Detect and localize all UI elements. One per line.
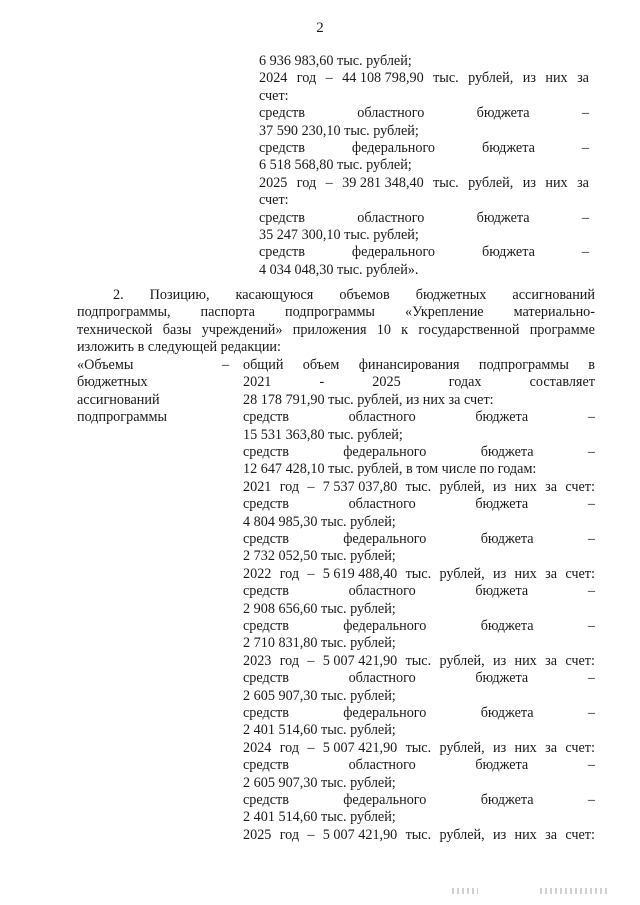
federal-budget-line xyxy=(243,618,595,635)
word: 5 007 421,90 xyxy=(322,826,398,843)
word: них xyxy=(514,739,537,756)
word: федерального xyxy=(343,444,427,460)
word: – xyxy=(587,670,595,687)
word: - xyxy=(319,374,325,391)
word: тыс. xyxy=(405,826,432,843)
word: тыс. xyxy=(433,174,459,191)
word: средств xyxy=(243,618,289,634)
word: 5 007 421,90 xyxy=(322,739,398,756)
word: них xyxy=(514,478,537,495)
total-line xyxy=(243,374,595,391)
word: Позицию, xyxy=(149,287,210,303)
regional-budget-line xyxy=(259,210,589,227)
word: них xyxy=(514,565,537,582)
year-line xyxy=(259,175,589,192)
word: средств xyxy=(259,209,305,226)
amount-line: 2 732 052,50 тыс. рублей; xyxy=(243,548,396,565)
scan-artifact xyxy=(540,888,610,894)
word: 2022 xyxy=(243,565,272,582)
word: – xyxy=(307,826,315,843)
word: составляет xyxy=(529,374,595,391)
paragraph-line: изложить в следующей редакции: xyxy=(77,339,281,356)
word: финансирования xyxy=(358,357,460,373)
word: за xyxy=(577,70,589,87)
word: базы xyxy=(162,321,192,338)
word: них xyxy=(514,826,537,843)
amount-line: 2 401 514,60 тыс. рублей; xyxy=(243,722,396,739)
word: 2021 xyxy=(243,478,272,495)
text-line: 6 936 983,60 тыс. рублей; xyxy=(259,53,412,69)
amount-line: 15 531 363,80 тыс. рублей; xyxy=(243,426,403,443)
word: – xyxy=(587,792,595,808)
regional-budget-line xyxy=(243,409,595,426)
word: счет: xyxy=(565,565,595,582)
regional-budget-line xyxy=(243,757,595,774)
word: годах xyxy=(448,374,482,391)
word: объемов xyxy=(339,287,390,303)
word: федерального xyxy=(343,531,427,547)
word: 5 619 488,40 xyxy=(322,565,398,582)
word: из xyxy=(522,174,536,191)
word: – xyxy=(587,409,595,426)
word: бюджета xyxy=(475,496,529,513)
word: ассигнований xyxy=(512,287,595,303)
word: средств xyxy=(243,792,289,808)
amount-line: 2 605 907,30 тыс. рублей; xyxy=(243,687,396,704)
word: 2025 xyxy=(243,826,272,843)
word: тыс. xyxy=(405,478,432,495)
word: бюджета xyxy=(476,105,530,122)
word: бюджета xyxy=(476,209,530,226)
word: – xyxy=(581,244,589,261)
word: областного xyxy=(357,209,425,226)
word: паспорта xyxy=(200,304,255,321)
word: 2025 xyxy=(259,174,288,191)
word: касающуюся xyxy=(235,287,314,303)
word: областного xyxy=(348,496,416,513)
word: программе xyxy=(529,321,595,338)
year-line xyxy=(259,70,589,87)
word: подпрограммы xyxy=(284,304,375,321)
passport-dash: – xyxy=(222,357,230,373)
word: средств xyxy=(243,670,289,687)
word: федерального xyxy=(351,244,436,261)
word: – xyxy=(587,531,595,547)
federal-budget-line xyxy=(243,792,595,809)
word: 44 108 798,90 xyxy=(342,70,424,87)
word: рублей, xyxy=(439,739,485,756)
word: 7 537 037,80 xyxy=(322,478,398,495)
word: учреждений» xyxy=(201,321,283,338)
word: средств xyxy=(259,105,305,122)
amount-line: 35 247 300,10 тыс. рублей; xyxy=(259,227,419,243)
word: 2025 xyxy=(372,374,401,391)
word: за xyxy=(577,174,589,191)
word: тыс. xyxy=(405,652,432,669)
word: счет: xyxy=(565,739,595,756)
word: бюджета xyxy=(482,140,535,156)
word: бюджета xyxy=(475,583,529,600)
word: год xyxy=(296,70,317,87)
word: подпрограммы, xyxy=(77,304,171,321)
word: за xyxy=(545,652,557,669)
word: федерального xyxy=(351,140,436,156)
word: федерального xyxy=(343,792,427,808)
word: бюджета xyxy=(475,757,529,774)
word: – xyxy=(587,705,595,721)
federal-budget-line xyxy=(259,244,589,261)
word: за xyxy=(545,565,557,582)
word: государственной xyxy=(418,321,520,338)
word: средств xyxy=(243,409,289,426)
word: бюджета xyxy=(480,792,534,808)
regional-budget-line xyxy=(243,496,595,513)
word: федерального xyxy=(343,618,427,634)
word: бюджета xyxy=(475,409,529,426)
word: средств xyxy=(243,496,289,513)
word: приложения xyxy=(292,321,367,338)
word: средств xyxy=(243,583,289,600)
word: – xyxy=(325,70,333,87)
word: областного xyxy=(348,757,416,774)
word: – xyxy=(325,174,333,191)
word: средств xyxy=(259,140,305,156)
word: областного xyxy=(357,105,425,122)
word: – xyxy=(587,444,595,460)
amount-line: 4 034 048,30 тыс. рублей». xyxy=(259,261,419,278)
word: к xyxy=(401,321,409,338)
word: средств xyxy=(243,757,289,774)
word: бюджета xyxy=(475,670,529,687)
word: – xyxy=(587,618,595,634)
word: объем xyxy=(302,357,340,373)
word: год xyxy=(279,652,300,669)
word: тыс. xyxy=(405,739,432,756)
word: них xyxy=(514,652,537,669)
amount-line: 37 590 230,10 тыс. рублей; xyxy=(259,122,419,139)
word: из xyxy=(492,739,507,756)
word: – xyxy=(307,739,315,756)
page-number: 2 xyxy=(316,20,324,36)
paragraph-line xyxy=(77,304,595,321)
scan-artifact xyxy=(452,888,478,894)
word: 2023 xyxy=(243,652,272,669)
word: год xyxy=(279,739,300,756)
word: бюджета xyxy=(480,705,534,721)
word: за xyxy=(545,826,557,843)
text-line: счет: xyxy=(259,87,289,104)
amount-line: 4 804 985,30 тыс. рублей; xyxy=(243,513,396,530)
year-line xyxy=(243,566,595,583)
word: тыс. xyxy=(405,565,432,582)
word: подпрограммы xyxy=(478,357,569,373)
word: – xyxy=(587,496,595,513)
paragraph-line xyxy=(77,322,595,339)
word: счет: xyxy=(565,826,595,843)
word: год xyxy=(296,174,317,191)
amount-line: 2 908 656,60 тыс. рублей; xyxy=(243,600,396,617)
word: 2. xyxy=(113,287,124,303)
word: областного xyxy=(348,670,416,687)
word: бюджета xyxy=(480,618,534,634)
word: рублей, xyxy=(468,70,514,87)
word: в xyxy=(588,357,595,373)
word: – xyxy=(581,209,589,226)
word: год xyxy=(279,565,300,582)
word: из xyxy=(492,826,507,843)
year-line xyxy=(243,827,595,844)
total-line xyxy=(243,357,595,374)
word: за xyxy=(545,478,557,495)
word: бюджета xyxy=(482,244,535,261)
word: бюджета xyxy=(480,444,534,460)
total-line: 28 178 791,90 тыс. рублей, из них за счет: xyxy=(243,391,494,408)
word: – xyxy=(587,757,595,774)
word: «Укрепление xyxy=(404,304,484,321)
word: 39 281 348,40 xyxy=(342,174,424,191)
regional-budget-line xyxy=(243,670,595,687)
word: – xyxy=(581,105,589,122)
word: средств xyxy=(243,444,289,460)
word: счет: xyxy=(565,652,595,669)
word: рублей, xyxy=(468,174,514,191)
word: счет: xyxy=(565,478,595,495)
text-line: счет: xyxy=(259,192,289,209)
word: год xyxy=(279,826,300,843)
year-line xyxy=(243,653,595,670)
word: из xyxy=(492,478,507,495)
passport-label-line: ассигнований xyxy=(77,391,160,408)
year-line xyxy=(243,740,595,757)
word: рублей, xyxy=(439,478,485,495)
passport-label-line: подпрограммы xyxy=(77,409,167,426)
word: средств xyxy=(243,705,289,721)
year-line xyxy=(243,479,595,496)
word: 10 xyxy=(376,321,391,338)
word: рублей, xyxy=(439,652,485,669)
word: областного xyxy=(348,409,416,426)
paragraph-line xyxy=(113,287,595,304)
word: общий xyxy=(243,357,284,373)
regional-budget-line xyxy=(259,105,589,122)
amount-line: 2 605 907,30 тыс. рублей; xyxy=(243,774,396,791)
word: – xyxy=(587,583,595,600)
word: 2024 xyxy=(259,70,288,87)
word: 2024 xyxy=(243,739,272,756)
federal-budget-line xyxy=(243,705,595,722)
word: из xyxy=(492,652,507,669)
word: средств xyxy=(259,244,305,261)
passport-label-line: «Объемы xyxy=(77,357,134,373)
federal-budget-line xyxy=(243,531,595,548)
word: – xyxy=(307,478,315,495)
federal-budget-line xyxy=(243,444,595,461)
passport-label-line: бюджетных xyxy=(77,374,148,391)
amount-line: 2 401 514,60 тыс. рублей; xyxy=(243,809,396,826)
word: материально- xyxy=(513,304,595,321)
word: областного xyxy=(348,583,416,600)
word: средств xyxy=(243,531,289,547)
word: – xyxy=(307,652,315,669)
word: них xyxy=(545,174,568,191)
word: из xyxy=(492,565,507,582)
amount-line: 2 710 831,80 тыс. рублей; xyxy=(243,635,396,652)
word: рублей, xyxy=(439,565,485,582)
word: 2021 xyxy=(243,374,272,391)
word: за xyxy=(545,739,557,756)
amount-line: 6 518 568,80 тыс. рублей; xyxy=(259,157,412,174)
word: федерального xyxy=(343,705,427,721)
word: бюджета xyxy=(480,531,534,547)
word: год xyxy=(279,478,300,495)
word: рублей, xyxy=(439,826,485,843)
word: – xyxy=(581,140,589,156)
word: 5 007 421,90 xyxy=(322,652,398,669)
word: тыс. xyxy=(433,70,459,87)
word: них xyxy=(545,70,568,87)
amount-line: 12 647 428,10 тыс. рублей, в том числе по годам: xyxy=(243,461,537,478)
word: технической xyxy=(77,321,153,338)
word: – xyxy=(307,565,315,582)
word: из xyxy=(522,70,536,87)
word: бюджетных xyxy=(415,287,487,303)
regional-budget-line xyxy=(243,583,595,600)
federal-budget-line xyxy=(259,140,589,157)
